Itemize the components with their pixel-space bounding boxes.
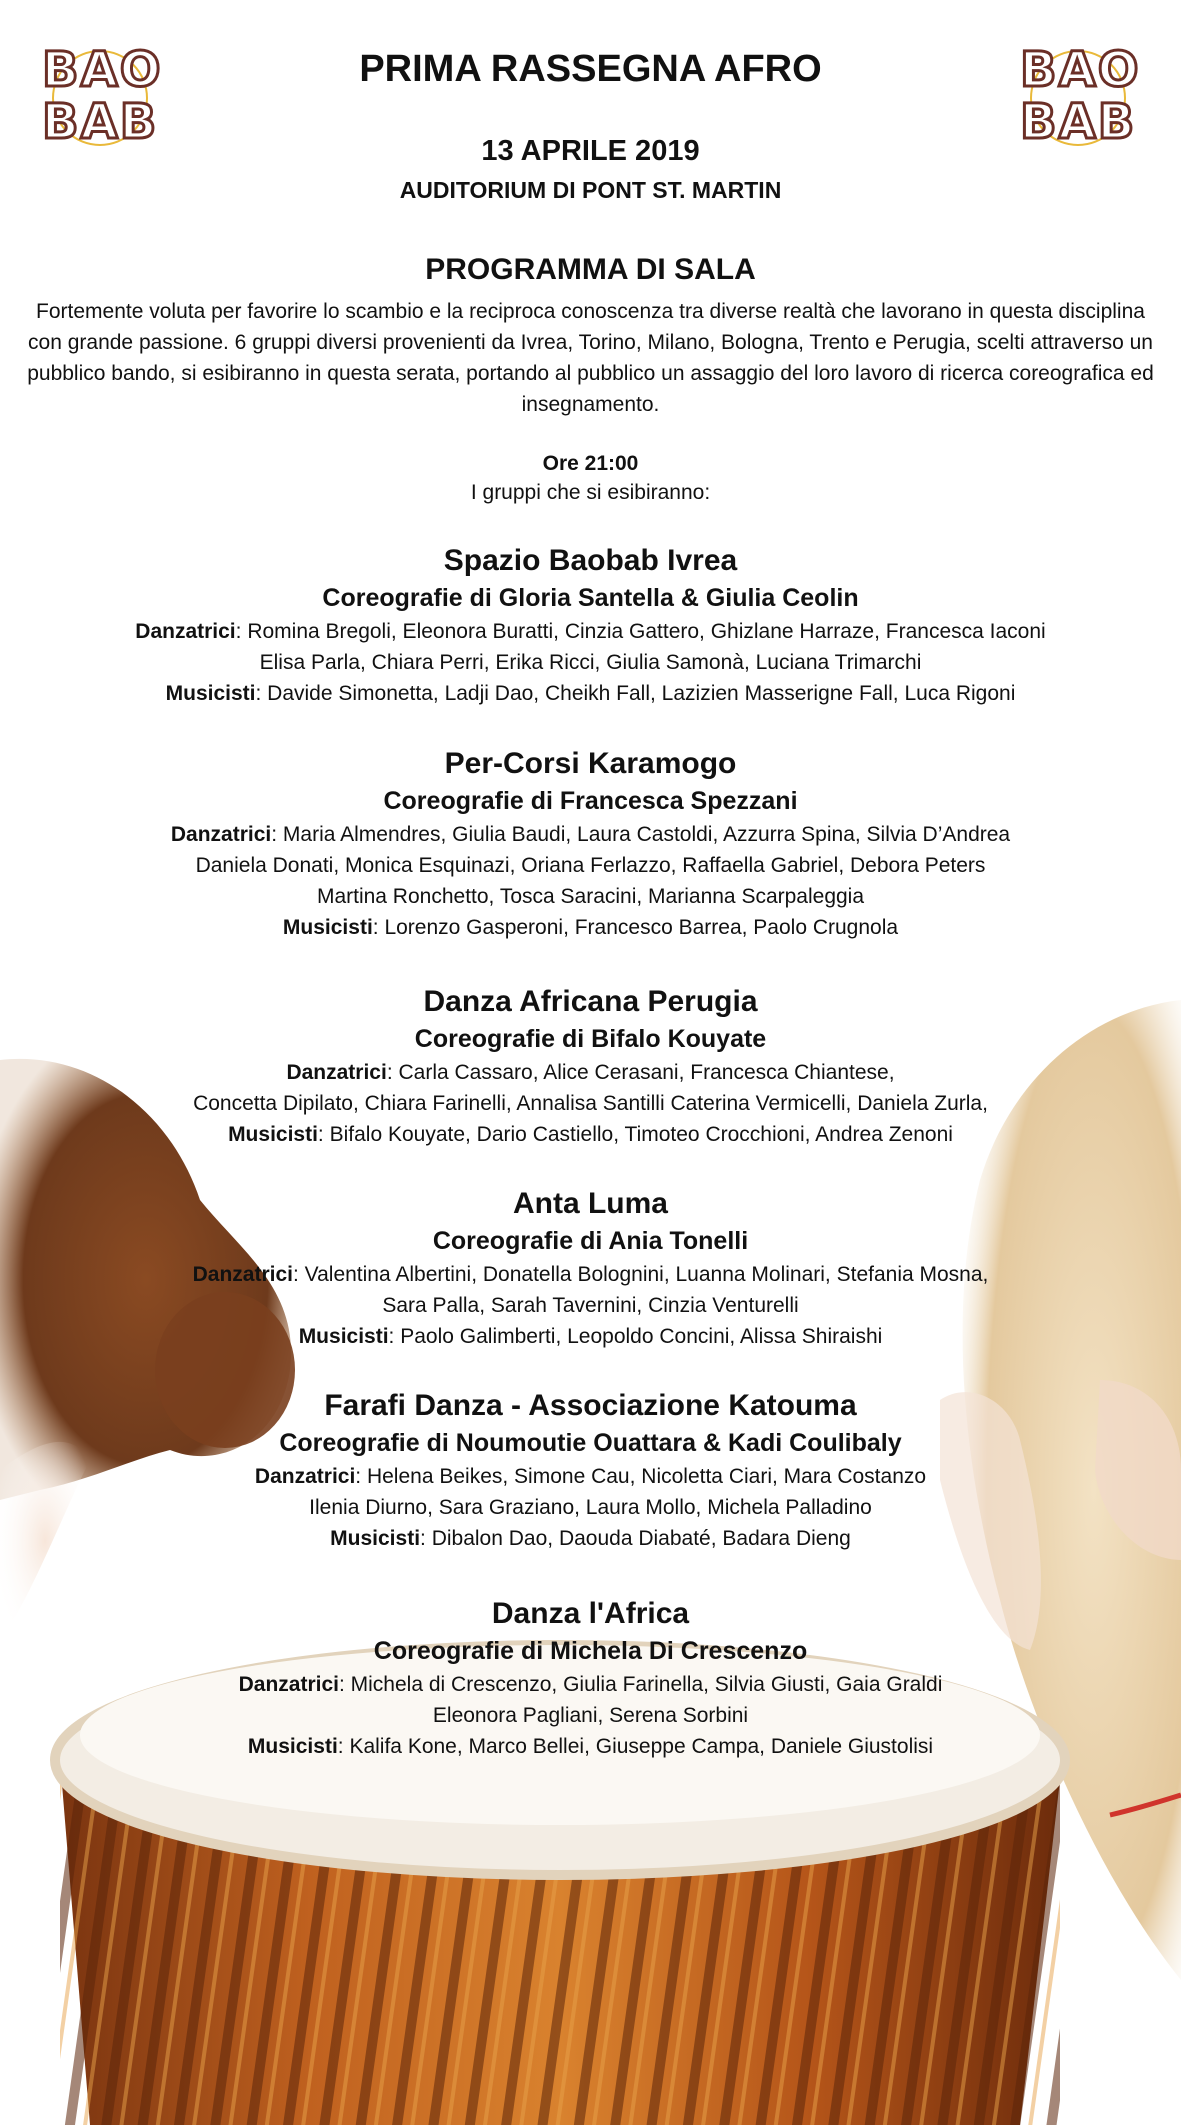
group-choreographer: Coreografie di Francesca Spezzani [383,787,798,815]
dancers-line: Eleonora Pagliani, Serena Sorbini [432,1704,749,1727]
dancers-names: : Michela di Crescenzo, Giulia Farinella, Silvia Giusti, Gaia Graldi [338,1673,943,1696]
dancers-line [0,616,1181,647]
dancers-label: Danzatrici [170,823,272,846]
musicians-line [0,1321,1181,1352]
dancers-line: Concetta Dipilato, Chiara Farinelli, Annalisa Santilli Caterina Vermicelli, Daniela Zurla, [193,1092,988,1115]
group-name: Per-Corsi Karamogo [444,747,737,780]
event-venue: AUDITORIUM DI PONT ST. MARTIN [399,177,782,203]
group-danza-lafrica [0,1595,1181,1762]
group-choreographer: Coreografie di Bifalo Kouyate [414,1025,767,1053]
event-date: 13 APRILE 2019 [481,135,700,167]
dancers-names: : Valentina Albertini, Donatella Bolognini, Luanna Molinari, Stefania Mosna, [292,1263,989,1286]
logo-line-1: BAO [42,42,163,98]
group-name: Spazio Baobab Ivrea [443,544,738,577]
logo-line-2: BAB [42,94,159,150]
start-time: Ore 21:00 [542,452,639,475]
dancers-line [0,1259,1181,1290]
musicians-line [0,1523,1181,1554]
musicians-names: : Bifalo Kouyate, Dario Castiello, Timoteo Crocchioni, Andrea Zenoni [317,1123,953,1146]
dancers-label: Danzatrici [254,1465,356,1488]
groups-intro: I gruppi che si esibiranno: [470,481,711,504]
musicians-names: : Kalifa Kone, Marco Bellei, Giuseppe Campa, Daniele Giustolisi [337,1735,934,1758]
group-name: Farafi Danza - Associazione Katouma [324,1389,857,1422]
dancers-line [0,1461,1181,1492]
dancers-line [0,819,1181,850]
musicians-label: Musicisti [282,916,373,939]
group-choreographer: Coreografie di Gloria Santella & Giulia Ceolin [322,584,859,612]
dancers-names: : Maria Almendres, Giulia Baudi, Laura Castoldi, Azzurra Spina, Silvia D’Andrea [271,823,1011,846]
musicians-line [0,678,1181,709]
group-anta-luma [0,1185,1181,1352]
musicians-names: : Paolo Galimberti, Leopoldo Concini, Alissa Shiraishi [388,1325,883,1348]
musicians-label: Musicisti [298,1325,389,1348]
dancers-line: Elisa Parla, Chiara Perri, Erika Ricci, Giulia Samonà, Luciana Trimarchi [259,651,922,674]
group-choreographer: Coreografie di Ania Tonelli [432,1227,749,1255]
group-spazio-baobab [0,542,1181,709]
dancers-names: : Romina Bregoli, Eleonora Buratti, Cinzia Gattero, Ghizlane Harraze, Francesca Iaconi [235,620,1046,643]
dancers-line: Martina Ronchetto, Tosca Saracini, Marianna Scarpaleggia [316,885,865,908]
musicians-names: : Lorenzo Gasperoni, Francesco Barrea, Paolo Crugnola [372,916,899,939]
group-name: Danza l'Africa [491,1597,690,1630]
logo-line-2: BAB [1020,94,1137,150]
dancers-names: : Carla Cassaro, Alice Cerasani, Francesca Chiantese, [386,1061,895,1084]
dancers-line: Sara Palla, Sarah Tavernini, Cinzia Venturelli [382,1294,799,1317]
musicians-line [0,912,1181,943]
dancers-names: : Helena Beikes, Simone Cau, Nicoletta Ciari, Mara Costanzo [355,1465,927,1488]
group-name: Anta Luma [512,1187,668,1220]
musicians-label: Musicisti [330,1527,421,1550]
logo-line-1: BAO [1020,42,1141,98]
dancers-label: Danzatrici [192,1263,293,1286]
group-farafi-danza [0,1387,1181,1554]
musicians-label: Musicisti [247,1735,338,1758]
group-choreographer: Coreografie di Noumoutie Ouattara & Kadi Coulibaly [279,1429,902,1457]
group-name: Danza Africana Perugia [423,985,758,1018]
section-title: PROGRAMMA DI SALA [425,253,756,286]
group-per-corsi-karamogo [0,745,1181,943]
dancers-label: Danzatrici [238,1673,339,1696]
group-choreographer: Coreografie di Michela Di Crescenzo [373,1637,808,1665]
event-title: PRIMA RASSEGNA AFRO [359,48,822,90]
intro-paragraph: Fortemente voluta per favorire lo scambio e la reciproca conoscenza tra diverse realtà che lavorano in questa disciplina con grande passione. 6 gruppi diversi provenienti da Ivrea, Torino, Milano, Bologna, Trento e Perugia, scelti attraverso un pubblico bando, si esibiranno in questa serata, portando al pubblico un assaggio del loro lavoro di ricerca coreografica ed insegnamento. [27,300,1154,416]
musicians-names: : Dibalon Dao, Daouda Diabaté, Badara Dieng [420,1527,851,1550]
dancers-line [0,1057,1181,1088]
dancers-label: Danzatrici [135,620,236,643]
group-danza-africana-perugia [0,983,1181,1150]
musicians-label: Musicisti [228,1123,318,1146]
musicians-label: Musicisti [165,682,256,705]
dancers-line [0,1669,1181,1700]
musicians-names: : Davide Simonetta, Ladji Dao, Cheikh Fall, Lazizien Masserigne Fall, Luca Rigoni [255,682,1016,705]
dancers-line: Ilenia Diurno, Sara Graziano, Laura Mollo, Michela Palladino [309,1496,872,1519]
musicians-line [0,1119,1181,1150]
dancers-label: Danzatrici [286,1061,387,1084]
dancers-line: Daniela Donati, Monica Esquinazi, Oriana Ferlazzo, Raffaella Gabriel, Debora Peters [195,854,986,877]
musicians-line [0,1731,1181,1762]
